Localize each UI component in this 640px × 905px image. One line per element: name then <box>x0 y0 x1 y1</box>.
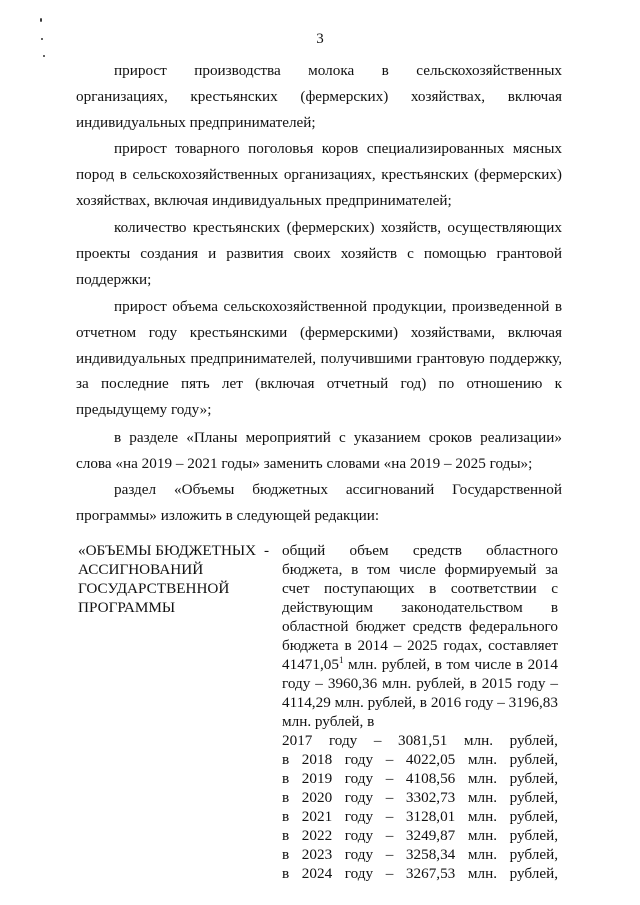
year-currency: рублей, <box>509 846 558 863</box>
year-prep: в <box>282 827 290 844</box>
year-value: 2020 <box>301 789 333 806</box>
year-row <box>282 750 558 769</box>
year-value: 2023 <box>301 846 333 863</box>
year-value: 2019 <box>301 770 333 787</box>
year-unit: млн. <box>467 846 497 863</box>
year-currency: рублей, <box>509 789 558 806</box>
paragraph-plans-section: в разделе «Планы мероприятий с указанием сроков реализации» слова «на 2019 – 2021 годы» заменить словами «на 2019 – 2025 годы»; <box>76 429 562 472</box>
year-unit: млн. <box>467 751 497 768</box>
year-dash: – <box>385 789 394 806</box>
year-dash: – <box>385 827 394 844</box>
year-value: 2017 <box>282 732 313 749</box>
year-row <box>282 769 558 788</box>
year-currency: рублей, <box>509 751 558 768</box>
year-word: году <box>344 865 374 882</box>
year-value: 2021 <box>301 808 333 825</box>
year-row <box>282 864 558 883</box>
year-unit: млн. <box>467 770 497 787</box>
year-value: 2022 <box>301 827 333 844</box>
year-dash: – <box>373 732 382 749</box>
footnote-marker: 1 <box>338 654 344 665</box>
year-row <box>282 826 558 845</box>
year-currency: рублей, <box>509 827 558 844</box>
paragraph-farm-count: количество крестьянских (фермерских) хозяйств, осуществляющих проекты создания и развития своих хозяйств с помощью грантовой поддержки; <box>76 219 562 288</box>
year-prep: в <box>282 808 290 825</box>
year-currency: рублей, <box>509 865 558 882</box>
budget-table-label: «ОБЪЕМЫ БЮДЖЕТНЫХ АССИГНОВАНИЙ ГОСУДАРСТВЕННОЙ ПРОГРАММЫ <box>78 542 257 616</box>
year-unit: млн. <box>463 732 494 749</box>
year-dash: – <box>385 808 394 825</box>
year-word: году <box>344 751 374 768</box>
year-dash: – <box>385 751 394 768</box>
year-row-2017 <box>282 731 558 750</box>
year-row <box>282 807 558 826</box>
year-word: году <box>344 789 374 806</box>
year-word: году <box>344 770 374 787</box>
year-amount: 3267,53 <box>405 865 456 882</box>
year-amount: 3128,01 <box>405 808 456 825</box>
year-amount: 3258,34 <box>405 846 456 863</box>
year-prep: в <box>282 751 290 768</box>
year-amount: 3081,51 <box>397 732 448 749</box>
year-amount: 4108,56 <box>405 770 456 787</box>
year-value: 2024 <box>301 865 333 882</box>
year-row <box>282 845 558 864</box>
scan-speck <box>40 18 42 22</box>
year-amount: 3302,73 <box>405 789 456 806</box>
budget-table-content <box>282 541 558 883</box>
budget-table-dash: - <box>264 542 270 559</box>
year-row <box>282 788 558 807</box>
year-word: году <box>344 808 374 825</box>
paragraph-budget-section: раздел «Объемы бюджетных ассигнований Государственной программы» изложить в следующей редакции: <box>76 481 562 524</box>
year-prep: в <box>282 846 290 863</box>
year-currency: рублей, <box>509 808 558 825</box>
year-dash: – <box>385 846 394 863</box>
year-prep: в <box>282 770 290 787</box>
year-unit: млн. <box>467 789 497 806</box>
year-unit: млн. <box>467 808 497 825</box>
year-dash: – <box>385 865 394 882</box>
year-word: году <box>344 827 374 844</box>
year-dash: – <box>385 770 394 787</box>
paragraph-cattle-growth: прирост товарного поголовья коров специализированных мясных пород в сельскохозяйственных организациях, крестьянских (фермерских) хозяйствах, включая индивидуальных предпринимателей; <box>76 140 562 209</box>
year-word: году <box>344 846 374 863</box>
year-currency: рублей, <box>509 770 558 787</box>
year-amount: 3249,87 <box>405 827 456 844</box>
paragraph-milk-production: прирост производства молока в сельскохозяйственных организациях, крестьянских (фермерских) хозяйствах, включая индивидуальных предпринимателей; <box>76 62 562 131</box>
year-currency: рублей, <box>509 732 558 749</box>
year-prep: в <box>282 865 290 882</box>
budget-intro-text-start: общий объем средств областного бюджета, в том числе формируемый за счет поступающих в соответствии с действующим законодательством в областной бюджет средств федерального бюджета в 2014 – 2025 годах, составляет 41471,05 <box>282 542 558 673</box>
page-number: 3 <box>316 31 324 47</box>
scan-speck <box>43 55 45 57</box>
paragraph-production-volume: прирост объема сельскохозяйственной продукции, произведенной в отчетном году крестьянскими (фермерскими) хозяйствами, включая индивидуальных предпринимателей, получившими грантовую поддержку, за последние пять лет (включая отчетный год) по отношению к предыдущему году»; <box>76 298 562 419</box>
year-unit: млн. <box>467 865 497 882</box>
year-amount: 4022,05 <box>405 751 456 768</box>
year-prep: в <box>282 789 290 806</box>
year-value: 2018 <box>301 751 333 768</box>
year-unit: млн. <box>467 827 497 844</box>
year-word: году <box>328 732 358 749</box>
budget-intro-text <box>282 541 558 731</box>
budget-intro-text-end: млн. рублей, в том числе в 2014 году – 3960,36 млн. рублей, в 2015 году – 4114,29 млн. рублей, в 2016 году – 3196,83 млн. рублей, в <box>282 656 558 730</box>
